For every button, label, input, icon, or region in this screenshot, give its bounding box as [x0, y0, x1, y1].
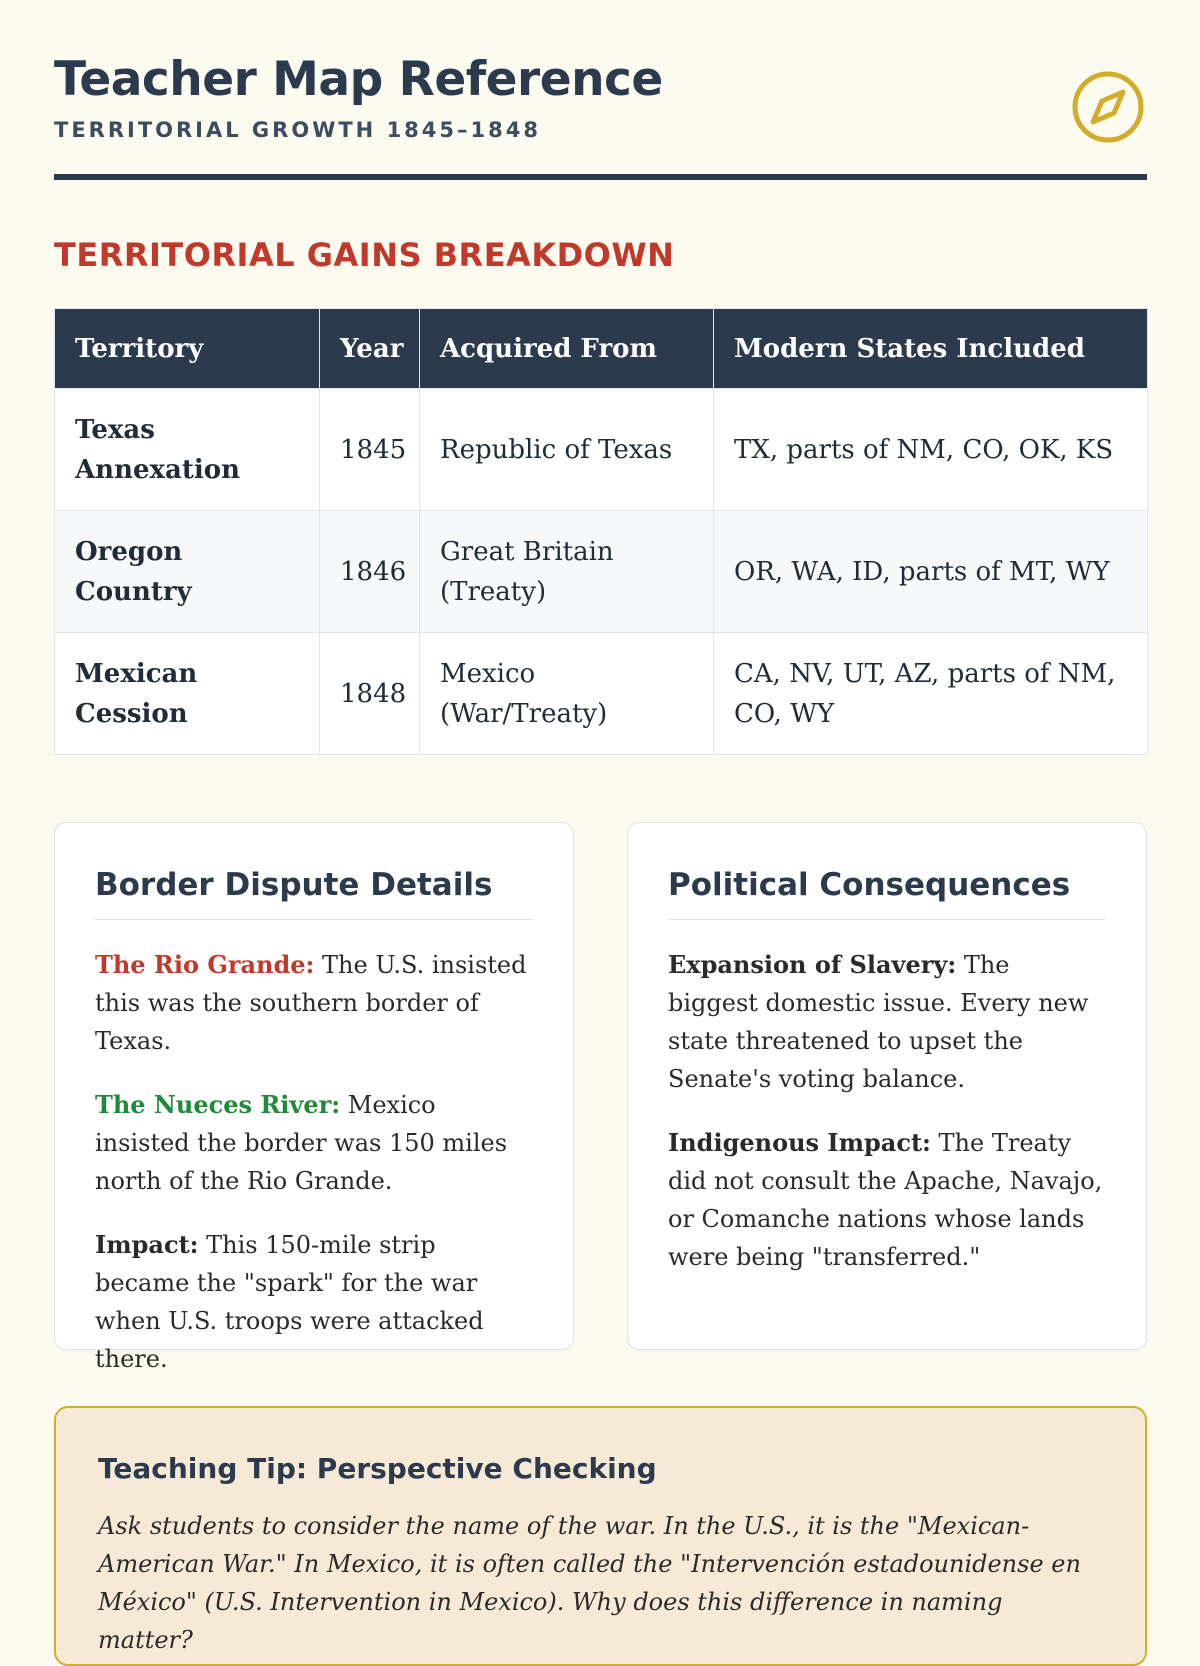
teaching-tip-heading: Teaching Tip: Perspective Checking [98, 1452, 657, 1485]
indigenous-impact-note [668, 1124, 1106, 1276]
page [54, 0, 1147, 1654]
slavery-expansion-note [668, 946, 1106, 1098]
year-cell: 1848 [320, 633, 420, 755]
column-header-territory: Territory [55, 309, 320, 389]
page-header [54, 0, 1147, 180]
nueces-river-note [95, 1086, 533, 1200]
territory-cell: Oregon Country [55, 511, 320, 633]
political-consequences-heading: Political Consequences [668, 867, 1106, 920]
slavery-expansion-label: Expansion of Slavery: [668, 950, 957, 979]
border-dispute-heading: Border Dispute Details [95, 867, 533, 920]
territorial-gains-table [54, 308, 1148, 755]
territory-cell: Mexican Cession [55, 633, 320, 755]
modern-states-cell: OR, WA, ID, parts of MT, WY [714, 511, 1148, 633]
column-header-modern-states: Modern States Included [714, 309, 1148, 389]
territory-cell: Texas Annexation [55, 389, 320, 511]
compass-icon [1071, 70, 1145, 144]
impact-note [95, 1226, 533, 1378]
impact-text: This 150-mile strip became the "spark" for the war when U.S. troops were attacked there. [95, 1231, 484, 1373]
table-row [55, 389, 1148, 511]
column-header-year: Year [320, 309, 420, 389]
column-header-acquired-from: Acquired From [420, 309, 714, 389]
gains-heading: TERRITORIAL GAINS BREAKDOWN [54, 236, 675, 274]
year-cell: 1845 [320, 389, 420, 511]
table-row [55, 633, 1148, 755]
border-dispute-card [54, 822, 574, 1373]
page-title: Teacher Map Reference [54, 52, 663, 107]
impact-label: Impact: [95, 1230, 199, 1259]
teaching-tip-text: Ask students to consider the name of the war. In the U.S., it is the "Mexican-American War." In Mexico, it is often called the "Intervención estadounidense en México" (U.S. Intervention in Mexico). Why does this difference in naming matter? [98, 1512, 1081, 1654]
table-row [55, 511, 1148, 633]
acquired-from-cell: Great Britain (Treaty) [420, 511, 714, 633]
acquired-from-cell: Republic of Texas [420, 389, 714, 511]
indigenous-impact-label: Indigenous Impact: [668, 1128, 931, 1157]
nueces-river-label: The Nueces River: [95, 1090, 341, 1119]
indigenous-impact-text: The Treaty did not consult the Apache, Navajo, or Comanche nations whose lands were being "transferred." [668, 1129, 1103, 1271]
modern-states-cell: TX, parts of NM, CO, OK, KS [714, 389, 1148, 511]
year-cell: 1846 [320, 511, 420, 633]
slavery-expansion-text: The biggest domestic issue. Every new state threatened to upset the Senate's voting balance. [668, 951, 1089, 1093]
modern-states-cell: CA, NV, UT, AZ, parts of NM, CO, WY [714, 633, 1148, 755]
rio-grande-label: The Rio Grande: [95, 950, 315, 979]
nueces-river-text: Mexico insisted the border was 150 miles north of the Rio Grande. [95, 1091, 508, 1195]
page-subtitle: TERRITORIAL GROWTH 1845–1848 [54, 118, 541, 142]
acquired-from-cell: Mexico (War/Treaty) [420, 633, 714, 755]
rio-grande-note [95, 946, 533, 1060]
rio-grande-text: The U.S. insisted this was the southern border of Texas. [95, 951, 527, 1055]
teaching-tip-box [54, 1406, 1147, 1666]
political-consequences-card [627, 822, 1147, 1350]
table-header-row [55, 309, 1148, 389]
